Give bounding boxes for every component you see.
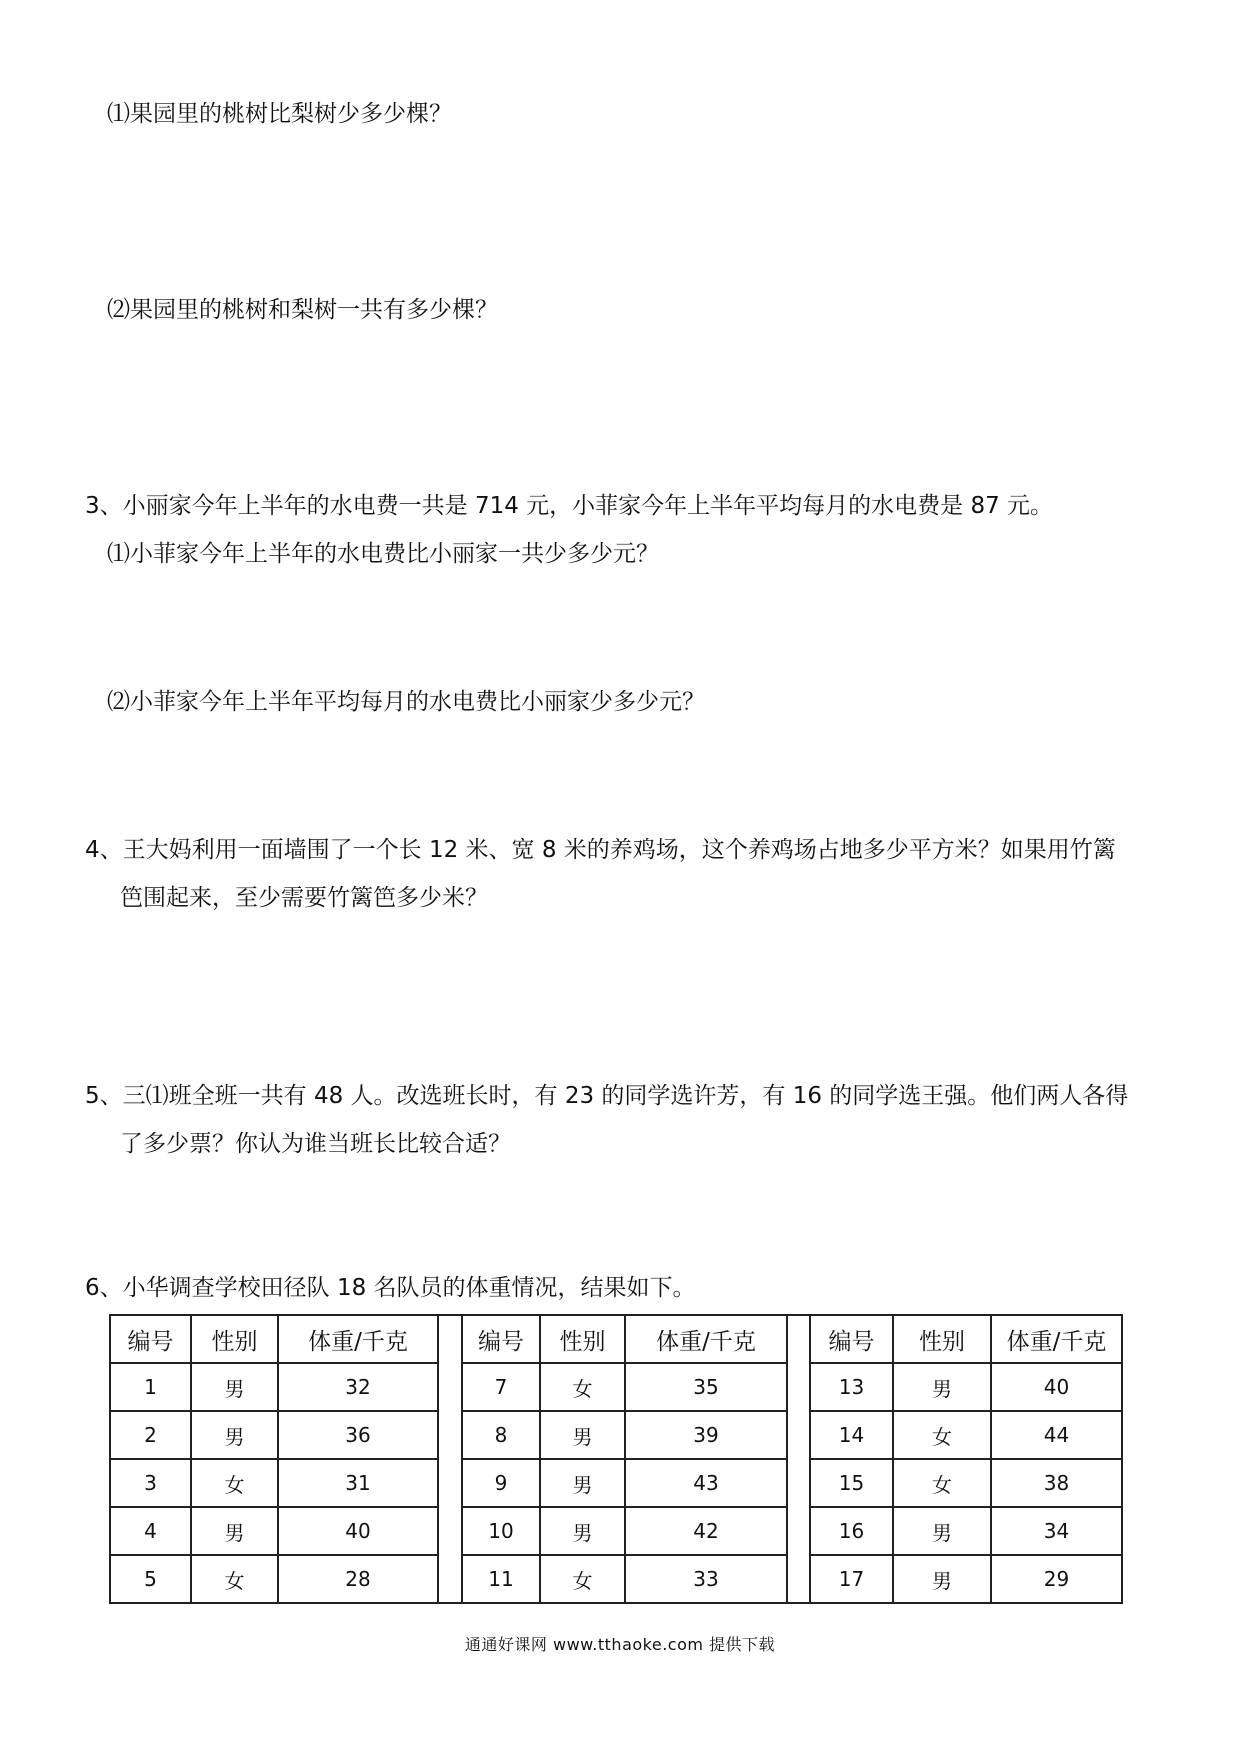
table-cell: 11 (462, 1555, 540, 1603)
table-cell: 8 (462, 1411, 540, 1459)
table-cell: 15 (810, 1459, 893, 1507)
table-cell: 男 (191, 1411, 278, 1459)
question-3-1: ⑴小菲家今年上半年的水电费比小丽家一共少多少元？ (107, 541, 659, 567)
table-gap-cell (787, 1315, 810, 1363)
table-cell: 14 (810, 1411, 893, 1459)
table-row (110, 1507, 1122, 1555)
table-gap-cell (438, 1315, 462, 1363)
table-header-cell: 性别 (893, 1315, 991, 1363)
table-cell: 1 (110, 1363, 191, 1411)
table-cell: 32 (278, 1363, 438, 1411)
table-cell: 女 (540, 1363, 625, 1411)
table-row (110, 1459, 1122, 1507)
table-cell: 13 (810, 1363, 893, 1411)
table-cell: 28 (278, 1555, 438, 1603)
table-cell: 男 (540, 1411, 625, 1459)
table-cell: 男 (893, 1363, 991, 1411)
table-cell: 9 (462, 1459, 540, 1507)
table-cell: 33 (625, 1555, 787, 1603)
table-cell: 44 (991, 1411, 1122, 1459)
table-cell: 36 (278, 1411, 438, 1459)
question-4-line-1: 4、王大妈利用一面墙围了一个长 12 米、宽 8 米的养鸡场，这个养鸡场占地多少平方米？如果用竹篱 (85, 837, 1116, 863)
table-cell: 31 (278, 1459, 438, 1507)
table-gap-cell (438, 1411, 462, 1459)
table-cell: 7 (462, 1363, 540, 1411)
table-cell: 男 (540, 1459, 625, 1507)
table-cell: 10 (462, 1507, 540, 1555)
table-header-cell: 编号 (110, 1315, 191, 1363)
table-gap-cell (438, 1555, 462, 1603)
table-gap-cell (787, 1459, 810, 1507)
table-gap-cell (787, 1363, 810, 1411)
table-gap-cell (438, 1459, 462, 1507)
table-header-cell: 性别 (540, 1315, 625, 1363)
table-cell: 男 (893, 1555, 991, 1603)
table-cell: 男 (191, 1363, 278, 1411)
question-6: 6、小华调查学校田径队 18 名队员的体重情况，结果如下。 (85, 1275, 696, 1301)
table-gap-cell (787, 1507, 810, 1555)
table-gap-cell (438, 1507, 462, 1555)
weight-table-body (110, 1315, 1122, 1603)
table-header-cell: 体重/千克 (625, 1315, 787, 1363)
weight-table (109, 1314, 1123, 1604)
question-5-line-1: 5、三⑴班全班一共有 48 人。改选班长时，有 23 的同学选许芳，有 16 的同学选王强。他们两人各得 (85, 1083, 1129, 1109)
table-cell: 16 (810, 1507, 893, 1555)
table-cell: 女 (893, 1411, 991, 1459)
table-header-cell: 编号 (462, 1315, 540, 1363)
table-cell: 5 (110, 1555, 191, 1603)
table-header-cell: 性别 (191, 1315, 278, 1363)
table-gap-cell (787, 1411, 810, 1459)
table-cell: 42 (625, 1507, 787, 1555)
question-2-1: ⑴果园里的桃树比梨树少多少棵？ (107, 101, 452, 127)
question-4-line-2: 笆围起来，至少需要竹篱笆多少米？ (120, 885, 488, 911)
table-gap-cell (438, 1363, 462, 1411)
table-cell: 43 (625, 1459, 787, 1507)
table-cell: 34 (991, 1507, 1122, 1555)
table-row (110, 1363, 1122, 1411)
question-3: 3、小丽家今年上半年的水电费一共是 714 元，小菲家今年上半年平均每月的水电费是 87 元。 (85, 493, 1054, 519)
question-5-line-2: 了多少票？你认为谁当班长比较合适？ (120, 1131, 511, 1157)
table-cell: 2 (110, 1411, 191, 1459)
table-header-cell: 体重/千克 (278, 1315, 438, 1363)
table-cell: 17 (810, 1555, 893, 1603)
table-cell: 女 (191, 1459, 278, 1507)
table-header-row (110, 1315, 1122, 1363)
question-3-2: ⑵小菲家今年上半年平均每月的水电费比小丽家少多少元？ (107, 689, 705, 715)
table-header-cell: 体重/千克 (991, 1315, 1122, 1363)
table-cell: 女 (540, 1555, 625, 1603)
table-cell: 4 (110, 1507, 191, 1555)
table-cell: 男 (191, 1507, 278, 1555)
table-cell: 39 (625, 1411, 787, 1459)
table-cell: 男 (893, 1507, 991, 1555)
table-cell: 35 (625, 1363, 787, 1411)
table-cell: 38 (991, 1459, 1122, 1507)
table-cell: 3 (110, 1459, 191, 1507)
table-header-cell: 编号 (810, 1315, 893, 1363)
table-cell: 29 (991, 1555, 1122, 1603)
table-row (110, 1411, 1122, 1459)
table-cell: 男 (540, 1507, 625, 1555)
table-row (110, 1555, 1122, 1603)
table-cell: 女 (893, 1459, 991, 1507)
table-gap-cell (787, 1555, 810, 1603)
question-2-2: ⑵果园里的桃树和梨树一共有多少棵？ (107, 297, 498, 323)
table-cell: 40 (278, 1507, 438, 1555)
table-cell: 女 (191, 1555, 278, 1603)
footer-text: 通通好课网 www.tthaoke.com 提供下载 (464, 1635, 776, 1654)
table-cell: 40 (991, 1363, 1122, 1411)
